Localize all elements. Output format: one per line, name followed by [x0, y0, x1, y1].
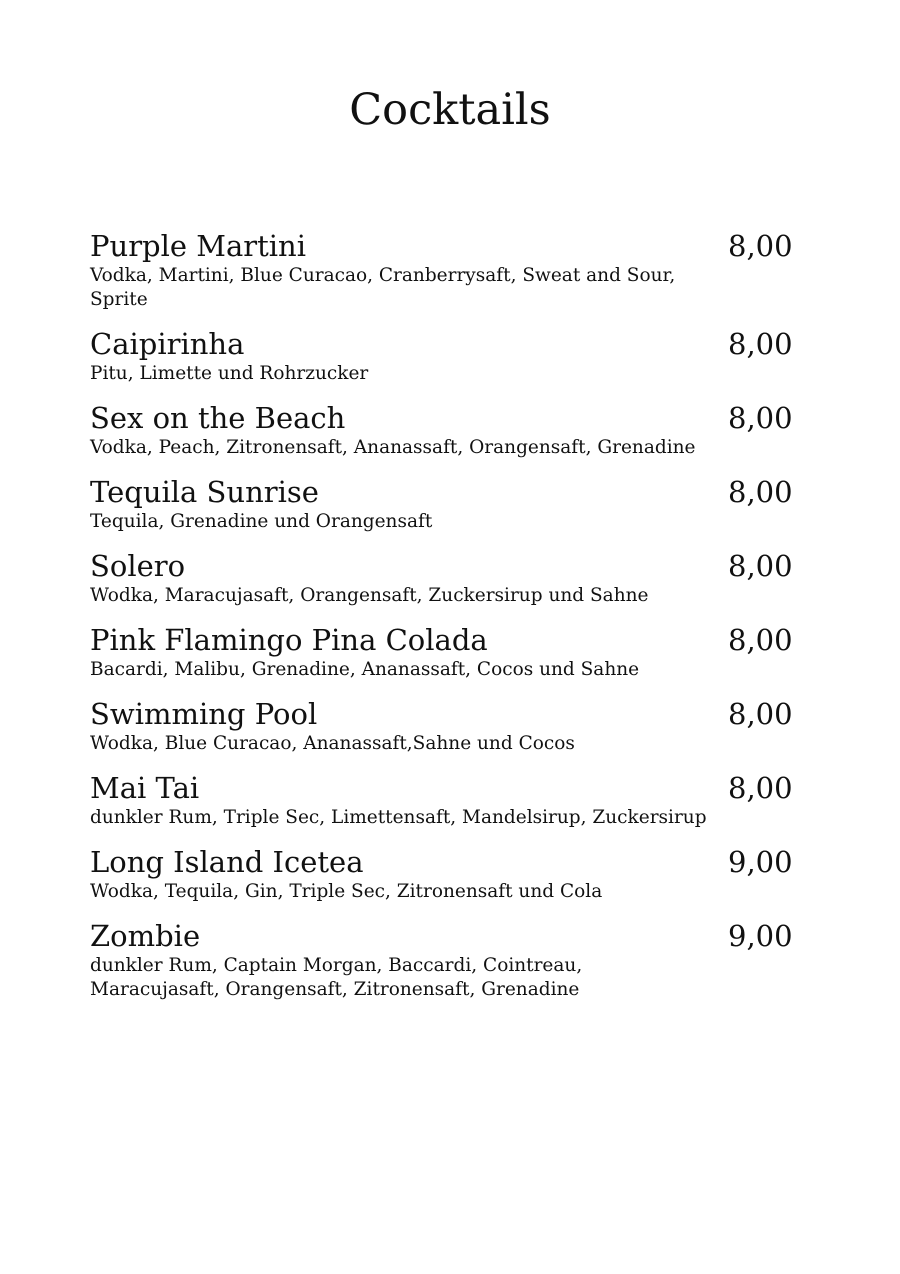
- item-name: Swimming Pool: [90, 697, 318, 731]
- item-name: Sex on the Beach: [90, 401, 346, 435]
- item-name: Pink Flamingo Pina Colada: [90, 623, 488, 657]
- item-description: Vodka, Peach, Zitronensaft, Ananassaft, Orangensaft, Grenadine: [90, 437, 696, 458]
- item-description: Wodka, Maracujasaft, Orangensaft, Zuckersirup und Sahne: [90, 585, 649, 606]
- item-description: Vodka, Martini, Blue Curacao, Cranberrysaft, Sweat and Sour, Sprite: [90, 265, 676, 310]
- item-description: Bacardi, Malibu, Grenadine, Ananassaft, Cocos und Sahne: [90, 659, 640, 680]
- item-price: 8,00: [728, 697, 793, 731]
- item-name: Caipirinha: [90, 327, 245, 361]
- menu-item-purple-martini: [90, 228, 810, 312]
- menu-item-solero: [90, 548, 810, 608]
- item-price: 8,00: [728, 327, 793, 361]
- item-name: Tequila Sunrise: [90, 475, 319, 509]
- item-name: Zombie: [90, 919, 201, 953]
- cocktail-menu-list: [90, 228, 810, 1016]
- menu-item-tequila-sunrise: [90, 474, 810, 534]
- item-name: Long Island Icetea: [90, 845, 364, 879]
- item-description: dunkler Rum, Captain Morgan, Baccardi, Cointreau, Maracujasaft, Orangensaft, Zitronensaft, Grenadine: [90, 955, 583, 1000]
- menu-item-long-island-icetea: [90, 844, 810, 904]
- menu-item-swimming-pool: [90, 696, 810, 756]
- item-price: 8,00: [728, 771, 793, 805]
- item-price: 9,00: [728, 845, 793, 879]
- page-title: Cocktails: [349, 85, 551, 135]
- item-price: 8,00: [728, 229, 793, 263]
- item-price: 9,00: [728, 919, 793, 953]
- item-description: dunkler Rum, Triple Sec, Limettensaft, Mandelsirup, Zuckersirup: [90, 807, 707, 828]
- item-description: Tequila, Grenadine und Orangensaft: [90, 511, 433, 532]
- item-price: 8,00: [728, 475, 793, 509]
- item-price: 8,00: [728, 401, 793, 435]
- menu-item-sex-on-the-beach: [90, 400, 810, 460]
- item-name: Mai Tai: [90, 771, 200, 805]
- menu-item-mai-tai: [90, 770, 810, 830]
- item-description: Wodka, Blue Curacao, Ananassaft,Sahne und Cocos: [90, 733, 575, 754]
- item-name: Solero: [90, 549, 186, 583]
- item-description: Pitu, Limette und Rohrzucker: [90, 363, 369, 384]
- item-description: Wodka, Tequila, Gin, Triple Sec, Zitronensaft und Cola: [90, 881, 603, 902]
- item-price: 8,00: [728, 623, 793, 657]
- menu-item-caipirinha: [90, 326, 810, 386]
- menu-item-zombie: [90, 918, 810, 1002]
- menu-item-pink-flamingo-pina-colada: [90, 622, 810, 682]
- item-name: Purple Martini: [90, 229, 306, 263]
- item-price: 8,00: [728, 549, 793, 583]
